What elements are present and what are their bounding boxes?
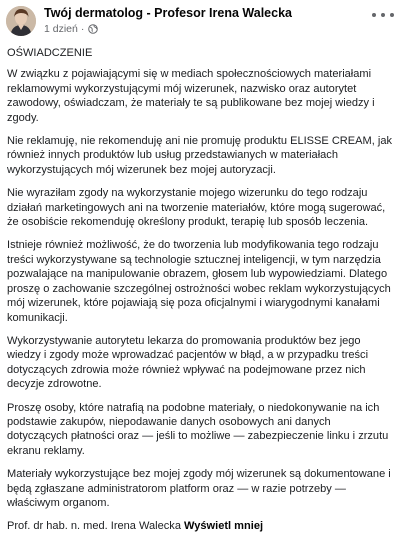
post-meta [44,23,98,35]
post-paragraph: Proszę osoby, które natrafią na podobne materiały, o niedokonywanie na ich podstawie zakupów, niepodawanie danych osobowych ani danych dotyczących płatności oraz — jeśli to możliwe — zabezpieczenie linku i zrzutu ekranu reklamy. [7,401,389,457]
post-paragraph: Nie reklamuję, nie rekomenduję ani nie promuję produktu ELISSE CREAM, jak również innych produktów lub usług przedstawianych w materiałach wykorzystujących mój wizerunek bez mojej autoryzacji. [7,135,392,176]
post-body [7,46,393,543]
signature: Prof. dr hab. n. med. Irena Walecka [7,520,181,533]
post-paragraph: W związku z pojawiającymi się w mediach społecznościowych materiałami reklamowymi wykorzystującymi mój wizerunek, nazwisko oraz autorytet zawodowy, oświadczam, że materiały te są publikowane bez mojej wiedzy i zgody. [7,68,375,124]
post-paragraph: Materiały wykorzystujące bez mojej zgody mój wizerunek są dokumentowane i będą zgłaszane administratorom platform oraz — w razie potrzeby — właściwym organom. [7,468,391,509]
signature-line [7,519,393,533]
globe-icon [88,24,98,34]
more-options-icon[interactable] [372,8,394,22]
post-header [0,0,400,42]
post-paragraph: Istnieje również możliwość, że do tworzenia lub modyfikowania tego rodzaju treści wykorzystywane są technologie sztucznej inteligencji, w tym narzędzia pozwalające na manipulowanie obrazem, głosem lub wypowiedziami. Dlatego proszę o zachowanie szczególnej ostrożności wobec reklam wykorzystujących mój wizerunek, które pojawiają się poza oficjalnymi i wiarygodnymi kanałami komunikacji. [7,239,391,324]
post-paragraph: Nie wyraziłam zgody na wykorzystanie mojego wizerunku do tego rodzaju działań marketingowych ani na tworzenie materiałów, które mogą sugerować, że osobiście rekomenduję określony produkt, terapię lub sposób leczenia. [7,187,386,229]
post-time[interactable]: 1 dzień [44,23,78,35]
meta-separator: · [80,23,85,35]
avatar[interactable] [6,6,36,36]
post-title: OŚWIADCZENIE [7,47,93,59]
post-paragraph: Wykorzystywanie autorytetu lekarza do promowania produktów bez jego wiedzy i zgody może wprowadzać pacjentów w błąd, a w przypadku treści dotyczących zdrowia może również wpływać na podejmowane przez nich decyzje zdrowotne. [7,334,369,391]
see-less-link[interactable]: Wyświetl mniej [184,520,264,533]
page-name-link[interactable]: Twój dermatolog - Profesor Irena Walecka [44,6,292,20]
